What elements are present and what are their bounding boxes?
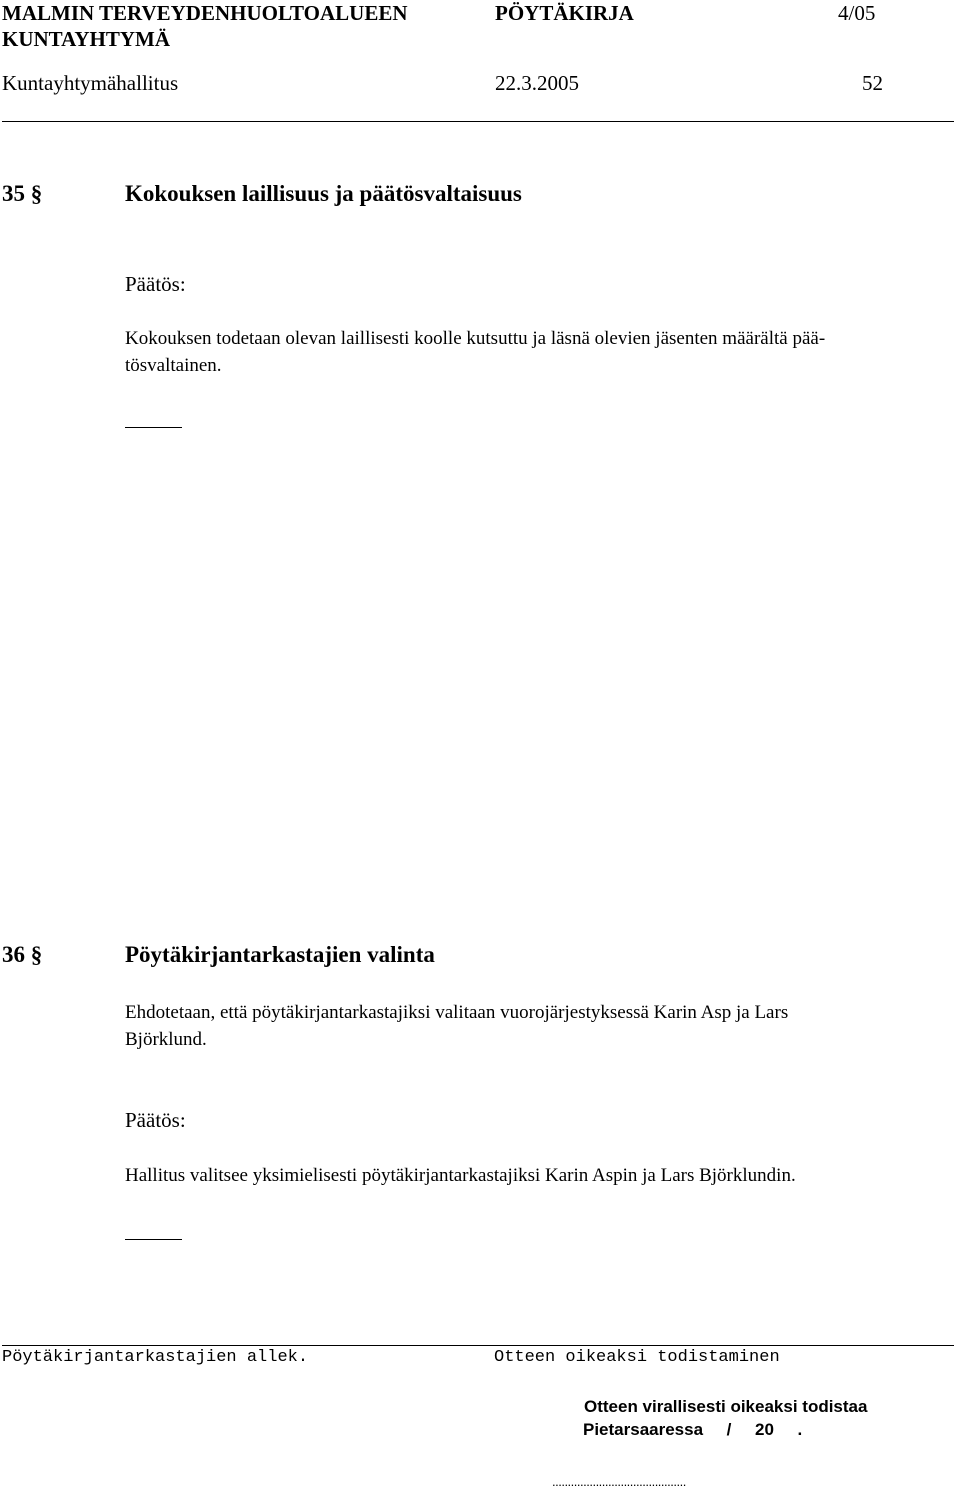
section-36-number: 36 § xyxy=(2,942,43,967)
section-36-proposal-line2: Björklund. xyxy=(125,1029,207,1050)
section-35-decision-text-line1: Kokouksen todetaan olevan laillisesti koolle kutsuttu ja läsnä olevien jäsenten määrältä pää- xyxy=(125,328,826,349)
section-35-number: 35 § xyxy=(2,181,43,206)
section-36-title: Pöytäkirjantarkastajien valinta xyxy=(125,942,435,967)
doc-number: 4/05 xyxy=(838,1,876,25)
footer-divider xyxy=(2,1345,954,1346)
doc-type: PÖYTÄKIRJA xyxy=(495,1,634,25)
reviewers-signature-label: Pöytäkirjantarkastajien allek. xyxy=(2,1348,309,1367)
section-36-decision-text: Hallitus valitsee yksimielisesti pöytäkirjantarkastajiksi Karin Aspin ja Lars Björklundin. xyxy=(125,1165,796,1186)
section-35-decision-text-line2: tösvaltainen. xyxy=(125,355,222,376)
section-36-end-line xyxy=(125,1239,182,1240)
section-35-title: Kokouksen laillisuus ja päätösvaltaisuus xyxy=(125,181,522,206)
section-35-decision-label: Päätös: xyxy=(125,272,186,296)
section-35-end-line xyxy=(125,427,182,428)
section-36-decision-label: Päätös: xyxy=(125,1108,186,1132)
section-36-proposal-line1: Ehdotetaan, että pöytäkirjantarkastajiksi valitaan vuorojärjestyksessä Karin Asp ja Lars xyxy=(125,1002,789,1023)
header-divider xyxy=(2,121,954,122)
page-number: 52 xyxy=(862,71,883,95)
meeting-date: 22.3.2005 xyxy=(495,71,579,95)
governing-body: Kuntayhtymähallitus xyxy=(2,71,179,95)
certification-label: Otteen oikeaksi todistaminen xyxy=(494,1348,780,1367)
official-certification-line1: Otteen virallisesti oikeaksi todistaa xyxy=(584,1397,868,1416)
official-certification-line2: Pietarsaaressa / 20 . xyxy=(583,1420,803,1439)
org-name-line1: MALMIN TERVEYDENHUOLTOALUEEN xyxy=(2,1,408,25)
signature-dotted-line: ........................................... xyxy=(552,1474,686,1489)
org-name-line2: KUNTAYHTYMÄ xyxy=(2,27,171,51)
